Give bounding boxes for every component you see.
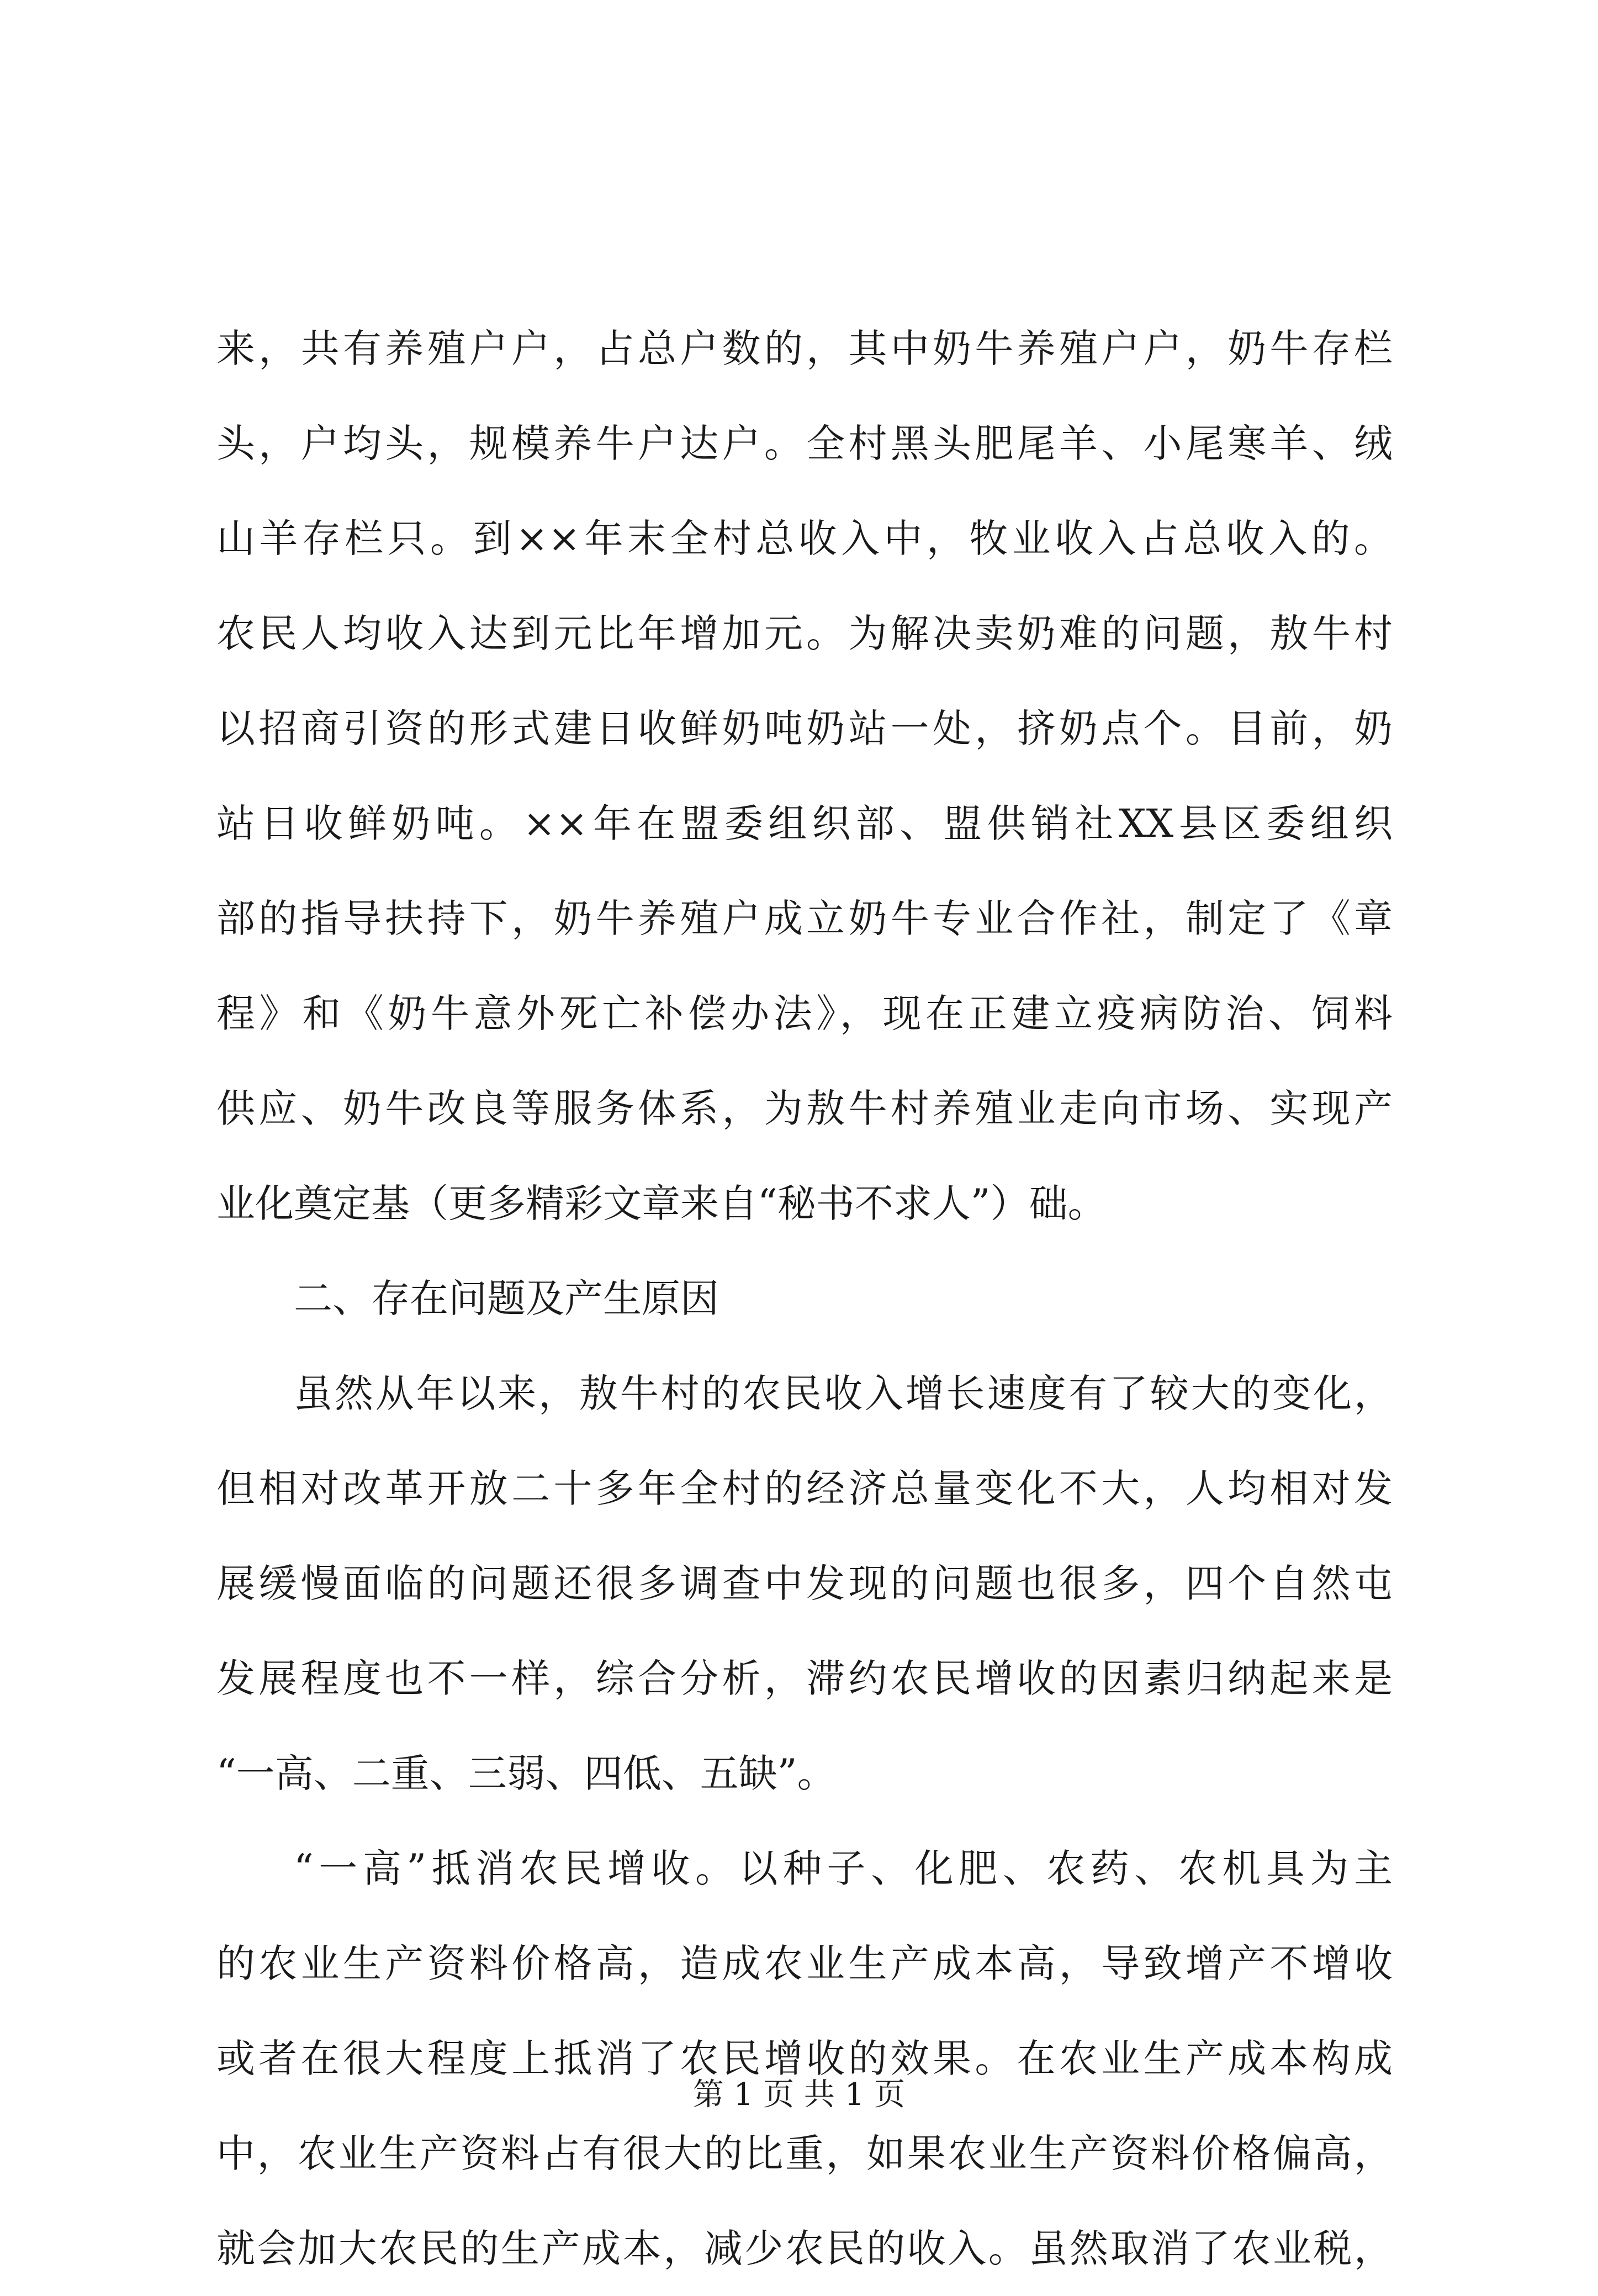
text-line: 以招商引资的形式建日收鲜奶吨奶站一处，挤奶点个。目前，奶 (216, 706, 1393, 751)
text-line: 的农业生产资料价格高，造成农业生产成本高，导致增产不增收 (216, 1941, 1393, 1986)
text-line: 程》和《奶牛意外死亡补偿办法》，现在正建立疫病防治、饲料 (216, 991, 1393, 1036)
text-line: 来，共有养殖户户，占总户数的，其中奶牛养殖户户，奶牛存栏 (216, 326, 1393, 371)
text-line: 业化奠定基（更多精彩文章来自“秘书不求人”）础。 (216, 1181, 1107, 1226)
text-line: 虽然从年以来，敖牛村的农民收入增长速度有了较大的变化， (294, 1371, 1393, 1416)
text-line: 就会加大农民的生产成本，减少农民的收入。虽然取消了农业税， (216, 2226, 1393, 2271)
text-line: 供应、奶牛改良等服务体系，为敖牛村养殖业走向市场、实现产 (216, 1086, 1393, 1131)
text-line: “一高”抵消农民增收。以种子、化肥、农药、农机具为主 (294, 1846, 1393, 1891)
text-line: 站日收鲜奶吨。××年在盟委组织部、盟供销社XX县区委组织 (216, 801, 1393, 846)
section-heading: 二、存在问题及产生原因 (294, 1276, 719, 1321)
page-number-footer: 第 1 页 共 1 页 (692, 2077, 906, 2113)
text-line: 头，户均头，规模养牛户达户。全村黑头肥尾羊、小尾寒羊、绒 (216, 421, 1393, 466)
text-line: 中，农业生产资料占有很大的比重，如果农业生产资料价格偏高， (216, 2131, 1393, 2176)
text-line: “一高、二重、三弱、四低、五缺”。 (216, 1751, 836, 1796)
body-text (216, 301, 1393, 2296)
text-line: 农民人均收入达到元比年增加元。为解决卖奶难的问题，敖牛村 (216, 611, 1393, 656)
text-line: 展缓慢面临的问题还很多调查中发现的问题也很多，四个自然屯 (216, 1561, 1393, 1606)
text-line: 部的指导扶持下，奶牛养殖户成立奶牛专业合作社，制定了《章 (216, 896, 1393, 941)
text-line: 或者在很大程度上抵消了农民增收的效果。在农业生产成本构成 (216, 2036, 1393, 2081)
text-line: 但相对改革开放二十多年全村的经济总量变化不大，人均相对发 (216, 1466, 1393, 1511)
text-line: 山羊存栏只。到××年末全村总收入中，牧业收入占总收入的。 (216, 516, 1393, 561)
text-line: 发展程度也不一样，综合分析，滞约农民增收的因素归纳起来是 (216, 1656, 1393, 1701)
